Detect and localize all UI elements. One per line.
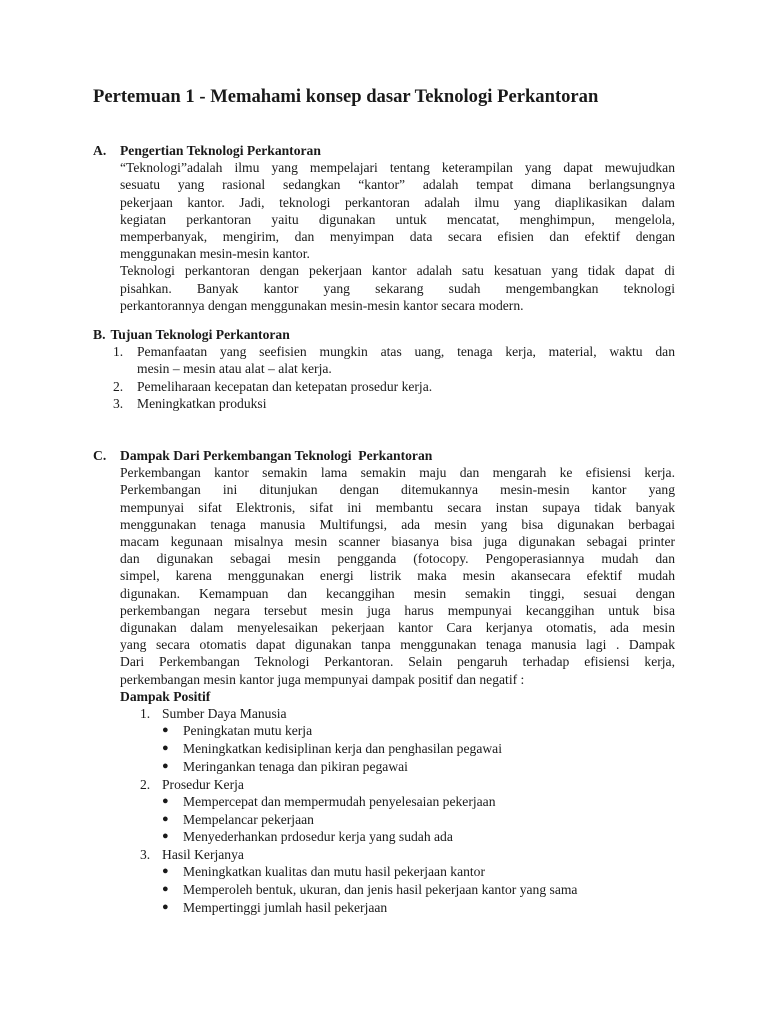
dampak-group-3: [120, 846, 675, 917]
section-c: [93, 447, 675, 917]
list-number: 2.: [113, 378, 124, 394]
bullet-item: [120, 863, 675, 881]
bullet-item: [120, 811, 675, 829]
dampak-group-header: [120, 705, 675, 722]
paragraph-line: Perkembangan kantor semakin lama semakin maju dan mengarah ke efisiensi kerja.: [120, 465, 675, 481]
dampak-group-label: Hasil Kerjanya: [162, 847, 244, 863]
list-number: 3.: [113, 395, 124, 411]
bullet-icon: ●: [162, 794, 169, 807]
bullet-icon: ●: [162, 865, 169, 878]
paragraph-line: “Teknologi”adalah ilmu yang mempelajari tentang keterampilan yang dapat mewujudkan: [120, 160, 675, 176]
bullet-icon: ●: [162, 759, 169, 772]
dampak-group-number: 2.: [140, 776, 151, 792]
page-title: Pertemuan 1 - Memahami konsep dasar Teknologi Perkantoran: [93, 86, 599, 107]
dampak-group-number: 1.: [140, 706, 151, 722]
bullet-icon: ●: [162, 742, 169, 755]
section-b-heading: [93, 326, 675, 343]
section-b-list: [93, 343, 675, 412]
list-line: Pemanfaatan yang seefisien mungkin atas uang, tenaga kerja, material, waktu dan: [137, 344, 675, 360]
section-a-title: Pengertian Teknologi Perkantoran: [120, 143, 321, 158]
paragraph-line: Teknologi perkantoran dengan pekerjaan kantor adalah satu kesatuan yang tidak dapat di: [120, 263, 675, 279]
section-a-heading: [93, 142, 675, 159]
bullet-icon: ●: [162, 812, 169, 825]
section-b-letter: B.: [93, 327, 106, 342]
dampak-group-1: [120, 705, 675, 776]
bullet-text: Mempertinggi jumlah hasil pekerjaan: [183, 900, 388, 916]
dampak-group-header: [120, 846, 675, 863]
paragraph-line: perkantorannya dengan menggunakan mesin-mesin kantor secara modern.: [120, 297, 524, 313]
bullet-list: [120, 863, 675, 916]
dampak-group-label: Sumber Daya Manusia: [162, 706, 287, 722]
paragraph-line: memperbanyak, mengirim, dan menyimpan data secara efisien dan efektif dengan: [120, 229, 675, 245]
section-a-letter: A.: [93, 143, 107, 158]
list-item: [93, 343, 675, 377]
section-a: [93, 142, 675, 314]
paragraph-line: Dari Perkembangan Teknologi Perkantoran. Selain pengaruh terhadap efisiensi kerja,: [120, 654, 675, 670]
dampak-group-header: [120, 776, 675, 793]
dampak-group-label: Prosedur Kerja: [162, 776, 244, 792]
bullet-list: [120, 722, 675, 775]
list-line: Meningkatkan produksi: [137, 395, 267, 411]
bullet-icon: ●: [162, 830, 169, 843]
list-item-text: [137, 343, 675, 377]
paragraph-line: dan digunakan sebagai mesin pengganda (fotocopy. Pengoperasiannya mudah dan: [120, 551, 675, 567]
bullet-text: Meningkatkan kualitas dan mutu hasil pekerjaan kantor: [183, 864, 485, 880]
paragraph-line: simpel, karena menggunakan energi listrik maka mesin akansecara efektif mudah: [120, 568, 675, 584]
paragraph-line: menggunakan tenaga manusia Multifungsi, ada mesin yang bisa digunakan berbagai: [120, 516, 675, 532]
paragraph-line: perkembangan mesin kantor juga mempunyai dampak positif dan negatif :: [120, 671, 525, 687]
paragraph-line: sesuatu yang rasional sedangkan “kantor” adalah tempat dimana berlangsungnya: [120, 177, 675, 193]
paragraph-line: kegiatan perkantoran yaitu digunakan untuk mencatat, menghimpun, mengelola,: [120, 211, 675, 227]
bullet-text: Menyederhankan prdosedur kerja yang sudah ada: [183, 829, 453, 845]
bullet-icon: ●: [162, 883, 169, 896]
paragraph-line: pisahkan. Banyak kantor yang sekarang sudah mengembangkan teknologi: [120, 280, 675, 296]
list-number: 1.: [113, 344, 124, 360]
bullet-item: [120, 828, 675, 846]
dampak-group-number: 3.: [140, 847, 151, 863]
list-item: [93, 378, 675, 395]
list-item: [93, 395, 675, 412]
section-c-paragraph: [120, 464, 675, 688]
paragraph-line: digunakan dalam menyelesaikan pekerjaan kantor Cara kerjanya otomatis, ada mesin: [120, 620, 675, 636]
bullet-text: Mempercepat dan mempermudah penyelesaian pekerjaan: [183, 793, 496, 809]
section-c-letter: C.: [93, 448, 107, 463]
bullet-text: Memperoleh bentuk, ukuran, dan jenis hasil pekerjaan kantor yang sama: [183, 882, 578, 898]
list-line: mesin – mesin atau alat – alat kerja.: [137, 361, 332, 377]
paragraph-line: mempunyai sifat Elektronis, sifat ini membantu secara instan supaya tidak banyak: [120, 499, 675, 515]
section-b: [93, 326, 675, 412]
bullet-item: [120, 758, 675, 776]
section-b-title: Tujuan Teknologi Perkantoran: [110, 327, 290, 342]
section-a-paragraph-2: [120, 262, 675, 314]
bullet-icon: ●: [162, 901, 169, 914]
paragraph-line: menggunakan mesin-mesin kantor.: [120, 246, 310, 262]
dampak-positif-heading: Dampak Positif: [120, 688, 211, 704]
section-c-heading: [93, 447, 675, 464]
bullet-item: [120, 881, 675, 899]
bullet-text: Peningkatan mutu kerja: [183, 723, 313, 739]
bullet-item: [120, 740, 675, 758]
paragraph-line: pekerjaan kantor. Jadi, teknologi perkantoran adalah ilmu yang diaplikasikan dalam: [120, 194, 675, 210]
bullet-list: [120, 793, 675, 846]
bullet-item: [120, 722, 675, 740]
bullet-text: Meringankan tenaga dan pikiran pegawai: [183, 758, 408, 774]
paragraph-line: Perkembangan ini ditunjukan dengan ditemukannya mesin-mesin kantor yang: [120, 482, 675, 498]
bullet-text: Meningkatkan kedisiplinan kerja dan penghasilan pegawai: [183, 741, 502, 757]
bullet-item: [120, 899, 675, 917]
section-c-title: Dampak Dari Perkembangan Teknologi Perkantoran: [120, 448, 433, 463]
paragraph-line: yang secara otomatis dapat digunakan tanpa menggunakan tenaga manusia lagi . Dampak: [120, 637, 675, 653]
bullet-text: Mempelancar pekerjaan: [183, 811, 314, 827]
section-a-paragraph-1: [120, 159, 675, 262]
bullet-item: [120, 793, 675, 811]
paragraph-line: macam kegunaan misalnya mesin scanner biasanya bisa juga digunakan sebagai printer: [120, 534, 675, 550]
paragraph-line: digunakan. Kemampuan dan kecanggihan mesin semakin tinggi, sesuai dengan: [120, 585, 675, 601]
paragraph-line: perkembangan negara tersebut mesin juga harus mempunyai kecanggihan untuk bisa: [120, 602, 675, 618]
bullet-icon: ●: [162, 724, 169, 737]
dampak-group-2: [120, 776, 675, 847]
list-line: Pemeliharaan kecepatan dan ketepatan prosedur kerja.: [137, 378, 433, 394]
